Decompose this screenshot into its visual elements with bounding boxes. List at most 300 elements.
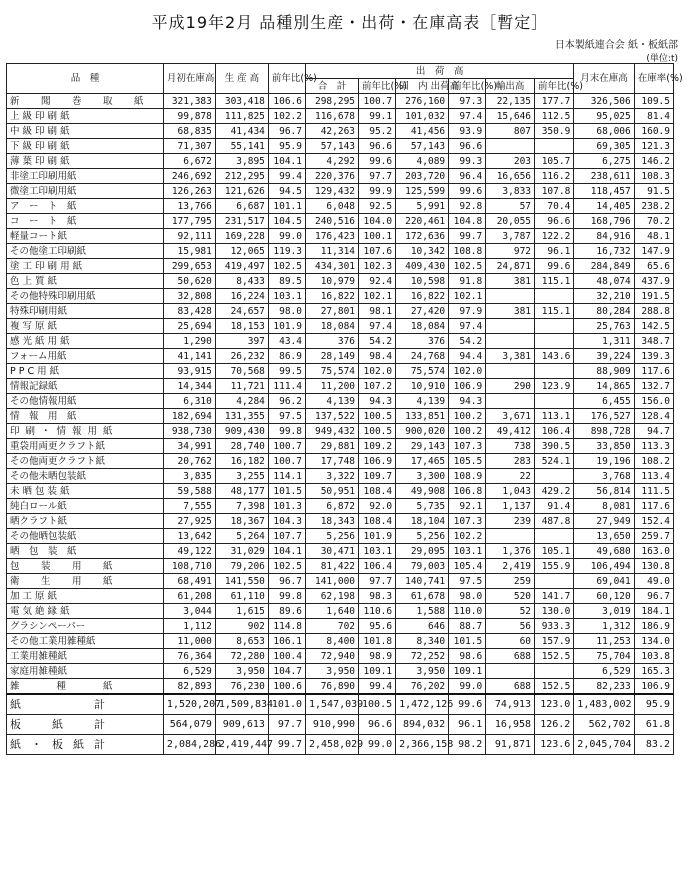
table-cell: 99.4 [268,169,305,184]
table-cell: 14,865 [574,379,634,394]
table-cell: 62,198 [306,589,359,604]
table-cell: 259.7 [634,529,673,544]
table-cell: 140,741 [396,574,449,589]
table-cell: 108.9 [449,469,486,484]
table-cell: 96.6 [359,715,396,735]
table-cell: 92.5 [359,199,396,214]
table-cell [486,394,535,409]
table-cell: 100.2 [449,424,486,439]
table-cell: 71,307 [163,139,215,154]
table-cell: 76,230 [215,679,268,695]
table-cell: 4,139 [306,394,359,409]
table-cell: 240,516 [306,214,359,229]
table-cell: 100.7 [359,94,396,109]
table-cell: 49.0 [634,574,673,589]
row-label: 上 級 印 刷 紙 [7,109,164,124]
table-cell: 16,656 [486,169,535,184]
table-cell: 321,383 [163,94,215,109]
table-cell: 1,640 [306,604,359,619]
table-cell: 99.0 [449,679,486,695]
table-row [7,619,674,634]
table-cell: 54.2 [359,334,396,349]
table-cell: 99,878 [163,109,215,124]
table-cell: 75,574 [396,364,449,379]
table-cell: 98.6 [449,649,486,664]
table-cell: 160.9 [634,124,673,139]
table-cell: 220,461 [396,214,449,229]
table-cell: 96.6 [449,139,486,154]
table-cell: 92,111 [163,229,215,244]
table-cell: 6,687 [215,199,268,214]
table-cell: 10,342 [396,244,449,259]
row-label: 晒クラフト紙 [7,514,164,529]
table-cell: 10,979 [306,274,359,289]
table-cell: 107.8 [535,184,574,199]
table-cell: 111,825 [215,109,268,124]
table-cell: 102.2 [449,529,486,544]
table-cell: 949,432 [306,424,359,439]
table-cell: 3,787 [486,229,535,244]
table-cell: 104.7 [268,664,305,679]
table-cell: 3,019 [574,604,634,619]
table-cell: 108.8 [449,244,486,259]
table-cell: 212,295 [215,169,268,184]
table-cell: 102.3 [359,259,396,274]
table-cell: 12,065 [215,244,268,259]
table-cell: 99.9 [359,184,396,199]
table-cell: 13,650 [574,529,634,544]
row-label: 軽量コート紙 [7,229,164,244]
table-cell: 104.1 [268,154,305,169]
table-cell: 59,588 [163,484,215,499]
total-row [7,735,674,755]
table-cell: 239 [486,514,535,529]
table-cell: 75,574 [306,364,359,379]
table-row [7,124,674,139]
table-cell: 79,206 [215,559,268,574]
table-cell: 141,000 [306,574,359,589]
table-cell: 97.4 [449,319,486,334]
table-cell: 130.0 [535,604,574,619]
table-cell: 2,419 [486,559,535,574]
row-label: 新 聞 巻 取 紙 [7,94,164,109]
table-cell: 177.7 [535,94,574,109]
table-cell: 3,322 [306,469,359,484]
table-cell: 2,419,447 [215,735,268,755]
table-cell: 99.6 [449,184,486,199]
table-cell: 133,851 [396,409,449,424]
table-cell: 17,465 [396,454,449,469]
total-row [7,715,674,735]
table-cell: 11,314 [306,244,359,259]
table-cell: 1,520,207 [163,694,215,715]
table-cell: 106,494 [574,559,634,574]
row-label: 紙 計 [7,694,164,715]
table-cell: 100.5 [359,694,396,715]
table-cell: 61,110 [215,589,268,604]
row-label: 印刷・情報用紙 [7,424,164,439]
table-cell: 96.7 [268,574,305,589]
table-cell: 3,671 [486,409,535,424]
table-cell: 107.6 [359,244,396,259]
table-cell: 157.9 [535,634,574,649]
table-cell: 56 [486,619,535,634]
table-row [7,679,674,695]
table-cell: 107.3 [449,439,486,454]
table-cell: 106.6 [268,94,305,109]
table-cell: 82,893 [163,679,215,695]
table-cell: 1,290 [163,334,215,349]
table-cell: 20,762 [163,454,215,469]
table-cell: 2,045,704 [574,735,634,755]
table-cell: 350.9 [535,124,574,139]
table-cell: 103.1 [359,544,396,559]
table-cell: 97.7 [359,574,396,589]
row-label: 晒 包 装 紙 [7,544,164,559]
table-cell: 14,344 [163,379,215,394]
table-cell: 27,420 [396,304,449,319]
table-cell: 290 [486,379,535,394]
table-cell: 89.6 [268,604,305,619]
table-cell: 13,766 [163,199,215,214]
table-cell: 165.3 [634,664,673,679]
table-cell: 2,458,029 [306,735,359,755]
table-row [7,319,674,334]
table-row [7,454,674,469]
table-row [7,199,674,214]
table-cell: 2,084,286 [163,735,215,755]
table-cell: 57 [486,199,535,214]
table-cell: 107.2 [359,379,396,394]
table-cell: 24,871 [486,259,535,274]
table-cell: 113.4 [634,469,673,484]
table-cell: 972 [486,244,535,259]
table-cell: 99.8 [268,589,305,604]
table-cell: 326,506 [574,94,634,109]
table-cell: 74,913 [486,694,535,715]
table-cell: 6,310 [163,394,215,409]
table-cell [486,334,535,349]
table-cell: 99.0 [268,229,305,244]
table-cell: 18,104 [396,514,449,529]
table-cell: 88,909 [574,364,634,379]
table-cell: 41,141 [163,349,215,364]
table-cell: 76,202 [396,679,449,695]
table-cell: 99.7 [268,735,305,755]
row-label: 純白ロール紙 [7,499,164,514]
table-cell: 49,680 [574,544,634,559]
table-cell: 105.7 [535,154,574,169]
table-row [7,559,674,574]
table-cell: 29,143 [396,439,449,454]
table-cell: 1,547,039 [306,694,359,715]
table-cell: 4,139 [396,394,449,409]
table-cell: 303,418 [215,94,268,109]
table-cell: 22 [486,469,535,484]
table-cell: 50,951 [306,484,359,499]
table-cell: 299,653 [163,259,215,274]
table-cell: 92.4 [359,274,396,289]
table-cell: 177,795 [163,214,215,229]
table-cell [535,289,574,304]
row-label: 情 報 用 紙 [7,409,164,424]
row-label: 情報記録紙 [7,379,164,394]
table-cell: 97.5 [268,409,305,424]
table-cell [486,289,535,304]
header-production-yoy: 前年比(%) [268,64,305,94]
table-cell: 25,763 [574,319,634,334]
table-cell: 109.2 [359,439,396,454]
table-cell [535,319,574,334]
table-cell: 132.7 [634,379,673,394]
table-cell: 97.4 [449,109,486,124]
table-cell: 564,079 [163,715,215,735]
table-cell: 22,135 [486,94,535,109]
table-cell [535,394,574,409]
table-cell: 88.7 [449,619,486,634]
table-cell: 1,112 [163,619,215,634]
row-label: グラシンペーパー [7,619,164,634]
table-cell: 4,284 [215,394,268,409]
table-cell: 348.7 [634,334,673,349]
table-cell: 96.2 [268,394,305,409]
table-cell: 8,081 [574,499,634,514]
table-cell: 48,177 [215,484,268,499]
table-cell: 3,255 [215,469,268,484]
table-cell [535,364,574,379]
header-production: 生 産 高 [215,64,268,94]
table-row [7,424,674,439]
table-cell: 16,822 [396,289,449,304]
table-cell: 104.0 [359,214,396,229]
table-cell: 68,491 [163,574,215,589]
table-cell: 96.4 [449,169,486,184]
row-label: 工業用雑種紙 [7,649,164,664]
table-cell: 50,620 [163,274,215,289]
table-row [7,529,674,544]
table-cell: 18,153 [215,319,268,334]
table-cell: 89.5 [268,274,305,289]
table-cell: 419,497 [215,259,268,274]
table-cell: 11,253 [574,634,634,649]
table-cell: 69,305 [574,139,634,154]
table-cell: 108.4 [359,484,396,499]
table-cell: 30,471 [306,544,359,559]
table-cell: 108.3 [634,169,673,184]
table-cell: 900,020 [396,424,449,439]
table-cell: 16,958 [486,715,535,735]
table-cell: 6,672 [163,154,215,169]
table-cell: 16,182 [215,454,268,469]
table-cell: 61,678 [396,589,449,604]
table-cell: 82,233 [574,679,634,695]
table-cell: 933.3 [535,619,574,634]
table-cell: 98.0 [268,304,305,319]
table-cell: 10,910 [396,379,449,394]
table-cell: 101.3 [268,499,305,514]
table-cell: 152.5 [535,679,574,695]
table-cell: 102.0 [359,364,396,379]
header-total: 合 計 [306,79,359,94]
table-row [7,634,674,649]
table-cell: 738 [486,439,535,454]
table-cell: 288.8 [634,304,673,319]
table-row [7,649,674,664]
row-label: その他晒包装紙 [7,529,164,544]
header-domestic-yoy: 前年比(%) [449,79,486,94]
table-cell [535,574,574,589]
table-cell: 27,801 [306,304,359,319]
table-cell [535,469,574,484]
table-cell: 3,950 [396,664,449,679]
table-cell: 99.3 [449,154,486,169]
table-cell: 27,949 [574,514,634,529]
header-export-yoy: 前年比(%) [535,79,574,94]
table-cell: 49,122 [163,544,215,559]
table-cell [486,664,535,679]
table-cell: 24,768 [396,349,449,364]
table-cell: 100.7 [268,454,305,469]
table-cell: 25,694 [163,319,215,334]
table-cell: 646 [396,619,449,634]
table-cell: 6,872 [306,499,359,514]
table-cell: 3,835 [163,469,215,484]
table-cell: 106.9 [449,379,486,394]
table-cell: 172,636 [396,229,449,244]
row-label: 未 晒 包 装 紙 [7,484,164,499]
table-cell: 1,043 [486,484,535,499]
table-cell: 938,730 [163,424,215,439]
table-cell [535,529,574,544]
table-cell: 688 [486,679,535,695]
row-label: 加 工 原 紙 [7,589,164,604]
table-row [7,514,674,529]
table-row [7,544,674,559]
row-label: 色 上 質 紙 [7,274,164,289]
table-cell: 2,366,158 [396,735,449,755]
table-cell: 3,300 [396,469,449,484]
table-cell: 113.3 [634,439,673,454]
table-cell: 99.6 [449,694,486,715]
table-cell: 238.2 [634,199,673,214]
table-cell: 11,721 [215,379,268,394]
table-cell: 91.8 [449,274,486,289]
table-cell: 898,728 [574,424,634,439]
table-cell: 902 [215,619,268,634]
table-cell [535,139,574,154]
table-cell: 106.9 [634,679,673,695]
table-row [7,499,674,514]
table-cell: 520 [486,589,535,604]
header-shipments: 出 荷 高 [306,64,574,79]
table-cell: 105.5 [449,454,486,469]
table-cell: 121,626 [215,184,268,199]
table-cell: 191.5 [634,289,673,304]
table-cell: 95.9 [634,694,673,715]
table-cell: 18,084 [306,319,359,334]
table-cell: 31,029 [215,544,268,559]
table-cell: 121.3 [634,139,673,154]
table-cell: 29,881 [306,439,359,454]
table-cell [486,319,535,334]
table-cell: 33,850 [574,439,634,454]
table-cell: 115.1 [535,304,574,319]
table-cell: 101.5 [268,484,305,499]
table-cell: 147.9 [634,244,673,259]
table-cell: 3,895 [215,154,268,169]
table-row [7,379,674,394]
table-cell: 434,301 [306,259,359,274]
table-cell: 115.1 [535,274,574,289]
table-row [7,484,674,499]
table-cell: 92.0 [359,499,396,514]
table-cell: 76,890 [306,679,359,695]
table-cell: 10,598 [396,274,449,289]
table-cell: 1,472,126 [396,694,449,715]
table-cell: 1,312 [574,619,634,634]
table-cell: 176,423 [306,229,359,244]
table-row [7,364,674,379]
table-cell: 20,055 [486,214,535,229]
table-cell: 91.5 [634,184,673,199]
table-cell: 5,991 [396,199,449,214]
table-cell: 15,646 [486,109,535,124]
table-cell: 376 [396,334,449,349]
table-cell: 103.8 [634,649,673,664]
table-cell: 562,702 [574,715,634,735]
table-row [7,439,674,454]
table-cell: 123.6 [535,735,574,755]
table-cell: 524.1 [535,454,574,469]
table-cell: 83,428 [163,304,215,319]
table-cell: 3,044 [163,604,215,619]
table-cell: 106.4 [535,424,574,439]
table-cell: 94.3 [449,394,486,409]
table-cell: 110.0 [449,604,486,619]
table-cell: 97.9 [449,304,486,319]
table-cell: 168,796 [574,214,634,229]
table-cell: 6,048 [306,199,359,214]
row-label: 紙・板紙計 [7,735,164,755]
table-cell: 141.7 [535,589,574,604]
table-cell: 54.2 [449,334,486,349]
table-cell: 99.8 [268,424,305,439]
table-cell: 108.2 [634,454,673,469]
table-cell: 102.0 [449,364,486,379]
table-cell: 246,692 [163,169,215,184]
table-cell: 96.1 [449,715,486,735]
table-cell: 231,517 [215,214,268,229]
table-row [7,94,674,109]
table-cell: 6,529 [574,664,634,679]
table-cell: 134.0 [634,634,673,649]
table-cell: 100.7 [268,439,305,454]
table-cell: 381 [486,274,535,289]
table-cell: 152.5 [535,649,574,664]
table-row [7,409,674,424]
table-row [7,154,674,169]
row-label: 薄 葉 印 刷 紙 [7,154,164,169]
table-row [7,229,674,244]
table-cell: 93,915 [163,364,215,379]
header-export: 輸出高 [486,79,535,94]
table-cell: 4,089 [396,154,449,169]
table-cell: 909,613 [215,715,268,735]
table-cell: 57,143 [306,139,359,154]
table-cell: 16,732 [574,244,634,259]
table-cell: 48,074 [574,274,634,289]
table-cell: 146.2 [634,154,673,169]
